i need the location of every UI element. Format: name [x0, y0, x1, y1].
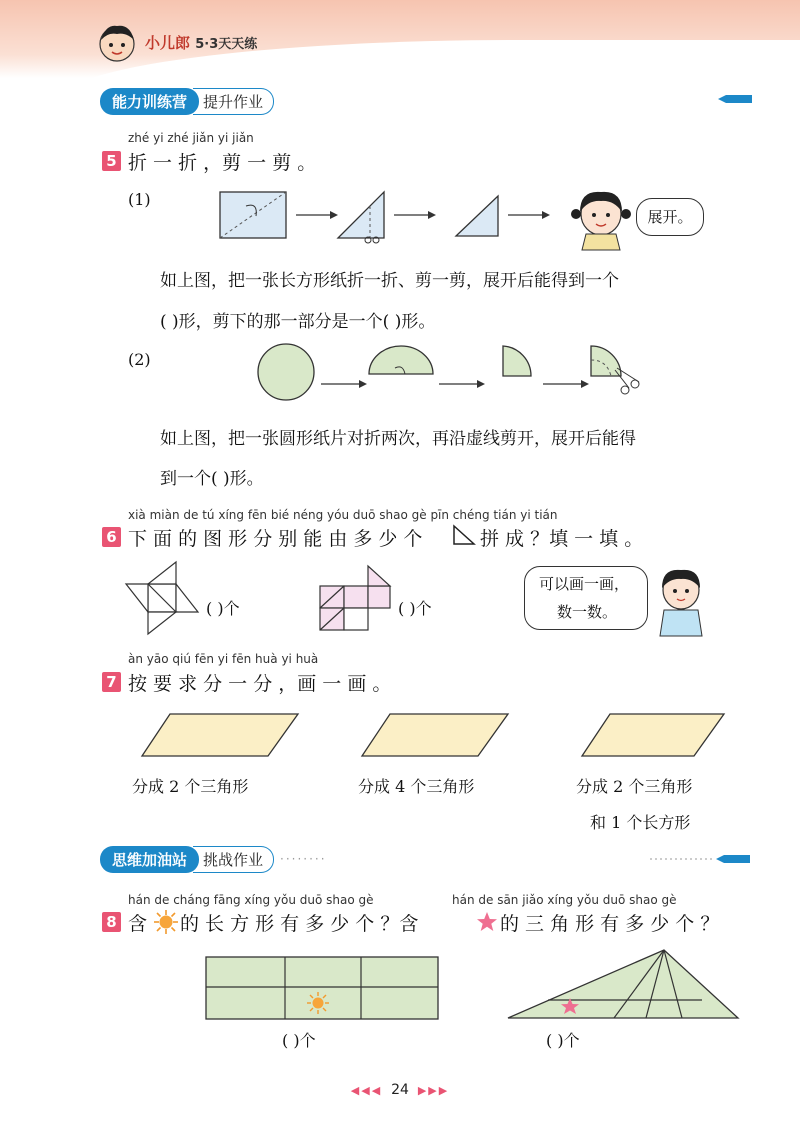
section-dots: ········: [280, 852, 327, 866]
section-thinking-header: [100, 846, 327, 872]
right-arrows-icon: ▶▶▶: [417, 1084, 450, 1097]
section-pill: 思维加油站: [100, 846, 199, 873]
small-triangle-icon: [452, 524, 476, 546]
q6-number: 6: [102, 527, 121, 547]
section-pill: 能力训练营: [100, 88, 199, 115]
q5-part1-line1: 如上图，把一张长方形纸折一折、剪一剪，展开后能得到一个: [160, 271, 619, 291]
q8-blank2: ( )个: [546, 1031, 580, 1050]
boy-character-icon: [652, 566, 710, 636]
speech-bubble-hint: [524, 566, 648, 630]
q6-title-post: 拼 成 ？填 一 填 。: [480, 528, 644, 550]
q5-part2-line1: 如上图，把一张圆形纸片对折两次，再沿虚线剪开，展开后能得: [160, 429, 636, 449]
q5-part2-line2: 到一个( )形。: [160, 469, 264, 489]
hint-line1: 可以画一画，: [539, 575, 630, 593]
q7-caption3-line1: 分成 2 个三角形: [576, 777, 693, 796]
brand-title: 小儿郎 5·3天天练: [145, 34, 258, 52]
q8-title-c: 的 三 角 形 有 多 少 个 ？: [500, 913, 720, 935]
pencil-icon: [650, 854, 750, 864]
q5-part1-line2: ( )形，剪下的那一部分是一个( )形。: [160, 312, 436, 332]
sun-icon: [154, 910, 178, 934]
q5-part2-label: (2): [128, 350, 151, 369]
pinwheel-shape: [126, 562, 198, 634]
q7-pinyin: àn yāo qiú fēn yi fēn huà yi huà: [128, 652, 319, 666]
page-number: [0, 1082, 800, 1098]
q7-title: 按 要 求 分 一 分 ，画 一 画 。: [128, 673, 392, 695]
q8-pinyin-left: hán de cháng fāng xíng yǒu duō shao gè: [128, 893, 374, 907]
fold-diagram-rect: [218, 190, 548, 250]
hint-line2: 数一数。: [557, 603, 618, 621]
rectangle-grid-diagram: [205, 956, 439, 1020]
q7-caption3-line2: 和 1 个长方形: [590, 813, 691, 832]
section-ability-header: [100, 88, 274, 114]
parallelogram-2: [360, 712, 510, 758]
q8-title-a: 含: [128, 913, 148, 935]
girl-character-icon: [568, 184, 634, 250]
q7-number: 7: [102, 672, 121, 692]
q5-title: 折 一 折 ，剪 一 剪 。: [128, 152, 317, 174]
star-icon: [476, 911, 498, 933]
q5-pinyin: zhé yi zhé jiǎn yi jiǎn: [128, 131, 254, 145]
pencil-icon: [718, 94, 752, 104]
q8-number: 8: [102, 912, 121, 932]
fold-diagram-circle: [255, 340, 655, 404]
q5-number: 5: [102, 151, 121, 171]
q6-blank2: ( )个: [398, 599, 432, 618]
page-number-text: 24: [391, 1082, 409, 1098]
q6-blank1: ( )个: [206, 599, 240, 618]
q7-caption1: 分成 2 个三角形: [132, 777, 249, 796]
parallelogram-3: [580, 712, 726, 758]
q8-pinyin-right: hán de sān jiǎo xíng yǒu duō shao gè: [452, 893, 677, 907]
speech-bubble-unfold: 展开。: [636, 198, 704, 236]
steps-shape: [318, 564, 392, 632]
q7-caption2: 分成 4 个三角形: [358, 777, 475, 796]
triangle-fan-diagram: [506, 948, 740, 1020]
boy-mascot-icon: [96, 22, 138, 66]
section-sub: 挑战作业: [193, 846, 274, 873]
q6-title-pre: 下 面 的 图 形 分 别 能 由 多 少 个: [128, 528, 423, 550]
section-sub: 提升作业: [193, 88, 274, 115]
q5-part1-label: (1): [128, 190, 151, 209]
q8-blank1: ( )个: [282, 1031, 316, 1050]
q6-pinyin: xià miàn de tú xíng fēn bié néng yóu duō shao gè pīn chéng tián yi tián: [128, 508, 558, 522]
parallelogram-1: [140, 712, 300, 758]
left-arrows-icon: ◀◀◀: [350, 1084, 383, 1097]
q8-title-b: 的 长 方 形 有 多 少 个 ？含: [180, 913, 419, 935]
